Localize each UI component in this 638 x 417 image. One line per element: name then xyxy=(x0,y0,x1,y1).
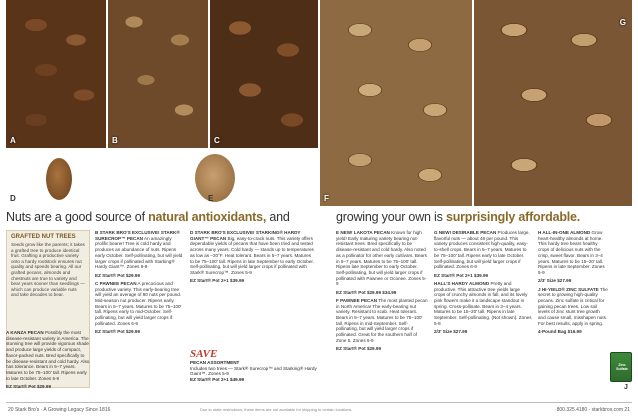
save-title: PECAN ASSORTMENT xyxy=(190,360,240,365)
footer-rule xyxy=(6,402,632,403)
lakota-title: E NEW! LAKOTA PECAN xyxy=(336,230,390,235)
col-left-1 xyxy=(6,330,90,400)
zinc-desc xyxy=(538,287,608,327)
right-headline-text: growing your own is xyxy=(336,210,446,224)
desirable-body: Produces large, flavorful nuts — about 48 per pound. This variety produces consistent high-quality, easy-to-shell crops. Bears in 5–7 years. Matures to be 75–100' tall. Ripens early to late October. Self-pollinating, but will yield larger crops if pollinated. Zones 6-9 xyxy=(434,230,530,270)
hardy-giant-title: D STARK BRO'S EXCLUSIVE! STARKING® HARDY GIANT™ PECAN xyxy=(190,230,301,241)
halls-almond-price: 2/3' Size $27.99 xyxy=(434,329,468,335)
photo-a-letter: A xyxy=(10,136,16,145)
desirable-desc xyxy=(434,230,532,270)
left-headline xyxy=(6,210,290,224)
photo-b-surecrop-pecan xyxy=(108,0,208,148)
photo-c-pawnee-pecan xyxy=(210,0,318,148)
zinc-title: J HI-YIELD® ZINC SULFATE xyxy=(538,286,599,292)
col-right-3 xyxy=(538,230,608,400)
hardy-giant-body: Big, easy-to-crack nuts. This variety offers dependable yields of pecans that have been tried and tested across many years. Cold hardy — stands up to temperatures as low as –20°F. Heat tolerant. Bears in 5–7 years. Matures to be 75–100' tall. Ripens in late September to early October. Self-pollinating, but will yield larger crops if pollinated with Stark® Surecrop™. Zones 5-9 xyxy=(190,235,314,275)
pawnee-c-title: C PAWNEE PECAN xyxy=(95,280,137,286)
footer-left: 20 Stark Bro's · A Growing Legacy Since 1816 xyxy=(8,407,111,413)
photo-e-lakota-pecan xyxy=(110,150,318,206)
save-price: EZ Start® Pot 2+1 $49.99 xyxy=(190,376,245,382)
pawnee-f-title: F PAWNEE PECAN xyxy=(336,297,378,303)
kanza-body: Possibly the most disease-resistant variety in America. The stunning tree will provide vigorous shade and produce large yields of compact, flavor-packed nuts. Bred specifically to be disease-resistant and cold hardy. Also has tolerance. Bears in 5–7 years. Matures to be 75–100' tall. Ripens early to late October. Zones 5-9 xyxy=(6,330,90,381)
photo-g-letter: G xyxy=(619,18,626,27)
all-in-one-price: 2/3' Size $27.99 xyxy=(538,278,572,284)
pawnee-c-price: EZ Start® Pot $29.99 xyxy=(95,329,140,335)
col-left-2 xyxy=(95,230,185,400)
surecrop-body: An amazingly prolific bearer! Tree is cold hardy and produces an abundance of nuts. Ripens early October. Self-pollinating, but will yield larger crops if pollinated with Starking® Hardy Giant™. Zones 6-9 xyxy=(95,235,183,270)
lakota-body: Known for high yield! Early maturing variety bearing nut-resistant trees. Bred specifically to be disease-resistant and cold hardy. Also noted as a pollinator for other early cultivars. Bears in 5–7 years. Matures to be 75–100' tall. Ripens late September to early October. Self-pollinating, but will yield larger crops if pollinated with Pawnee or Oconee. Zones 5-9 xyxy=(336,230,427,287)
halls-almond-desc xyxy=(434,281,532,327)
photo-g-desirable-pecan xyxy=(474,0,632,206)
right-headline-emphasis: surprisingly affordable. xyxy=(445,210,581,224)
right-headline xyxy=(336,210,580,224)
zinc-sulfate-bag-image xyxy=(610,352,632,382)
all-in-one-title: H ALL-IN-ONE ALMOND xyxy=(538,230,591,235)
photo-f-letter: F xyxy=(324,194,329,203)
kanza-title: A KANZA PECAN xyxy=(6,330,44,335)
col-left-3 xyxy=(190,230,316,345)
col-right-1 xyxy=(336,230,428,400)
desirable-price: EZ Start® Pot 2+1 $39.99 xyxy=(434,272,489,278)
all-in-one-desc xyxy=(538,230,608,276)
photo-d-letter: D xyxy=(10,194,16,203)
hardy-giant-price: EZ Start® Pot 2+1 $39.99 xyxy=(190,278,245,284)
photo-b-letter: B xyxy=(112,136,118,145)
left-headline-emphasis: natural antioxidants, xyxy=(148,210,267,224)
tip-body: Seeds grow like the parents; it takes a grafted tree to produce identical fruit. Grafting a productive variety onto a hardy rootstock ensures nut quality and speeds bearing. All our grafted pecans, almonds and chestnuts are true to variety and bear years sooner than seedlings — which can produce variable nuts and take decades to bear. xyxy=(11,242,85,298)
zinc-price: 4-Pound Bag $16.99 xyxy=(538,329,582,335)
zinc-bag-label: Zinc Sulfate xyxy=(616,363,628,371)
all-in-one-body: Grow heart-healthy almonds at home. This hardy tree bears healthy crops of delicious nuts with the crisp, sweet flavor. Bears in 3–4 years. Matures to be 15–20' tall. Ripens in late September. Zones 5-9 xyxy=(538,230,605,275)
desirable-title: G NEW! DESIRABLE PECAN xyxy=(434,230,497,235)
photo-c-letter: C xyxy=(214,136,220,145)
photo-f-pawnee-pecan xyxy=(320,0,472,206)
save-pecan-assortment xyxy=(190,348,320,382)
page-footer xyxy=(0,404,638,417)
photo-e-letter: E xyxy=(208,194,214,203)
photo-a-kanza-pecan xyxy=(6,0,106,148)
lakota-desc xyxy=(336,230,428,287)
pawnee-f-body: The most planted pecan in North America! The early-bearing nut variety. Resistant to scab. Heat tolerant. Bears in 5–7 years. Matures to be 75–100' tall. Ripens in mid-September. Self-pollinating, but will yield larger crops if pollinated. Great for the southern half of Zone 5. Zones 6-9 xyxy=(336,297,428,343)
pawnee-c-desc xyxy=(95,281,185,327)
kanza-desc xyxy=(6,330,90,381)
surecrop-desc xyxy=(95,230,185,270)
footer-right: 800.325.4180 · starkbros.com 21 xyxy=(556,407,630,413)
left-headline-text: Nuts are a good source of xyxy=(6,210,149,224)
halls-almond-body: Pretty and productive. This attractive tree yields large crops of crunchy almonds in fall, and its lovely pink flowers make it a landscape standout in spring. Cross-pollinate. Bears in 3–4 years. Matures to be 15–20' tall. Ripens in late September. Self-pollinating. (Not shown). Zones 5-8 xyxy=(434,280,532,326)
save-body: Includes two trees — Stark® Surecrop™ and Starking® Hardy Giant™. Zones 5-9 xyxy=(190,365,317,377)
tip-title: GRAFTED NUT TREES xyxy=(11,234,76,240)
photo-j-letter: J xyxy=(624,384,628,391)
col-right-2 xyxy=(434,230,532,400)
pawnee-f-price: EZ Start® Pot $29.99 xyxy=(336,346,381,352)
pawnee-f-desc xyxy=(336,298,428,344)
pawnee-c-body: A precocious and productive variety. This early-bearing tree will yield an average of 80 nuts per pound. Mid-season nut producer. Ripens early. Bears in 5–7 years. Matures to be 75–100' tall. Ripens early to mid-October. Self-pollinating, but will yield larger crops if pollinated. Zones 6-9 xyxy=(95,280,182,326)
left-headline-tail: and xyxy=(266,210,290,224)
zinc-body: The secret to growing high-quality pecans. Zinc sulfate is critical for gaining pecan trees. Low soil levels of zinc stunt tree growth and cause small, misshapen nuts. For best results, apply in spring. xyxy=(538,286,608,326)
photo-d-hardy-giant-pecan xyxy=(6,150,108,206)
halls-almond-title: HALL'S HARDY ALMOND xyxy=(434,280,490,286)
surecrop-price: EZ Start® Pot $29.99 xyxy=(95,272,140,278)
lakota-price: EZ Start® Pot $29.99 $34.99 xyxy=(336,289,397,295)
hardy-giant-desc xyxy=(190,230,316,276)
footer-note: Due to state restrictions, these items are not available for shipping to certain locations. xyxy=(200,407,353,412)
kanza-price: EZ Start® Pot $29.99 xyxy=(6,383,51,389)
save-label: SAVE xyxy=(190,348,218,360)
page-gutter xyxy=(318,0,320,404)
surecrop-title: B STARK BRO'S EXCLUSIVE! STARK® SURECROP™ PECAN xyxy=(95,230,180,241)
